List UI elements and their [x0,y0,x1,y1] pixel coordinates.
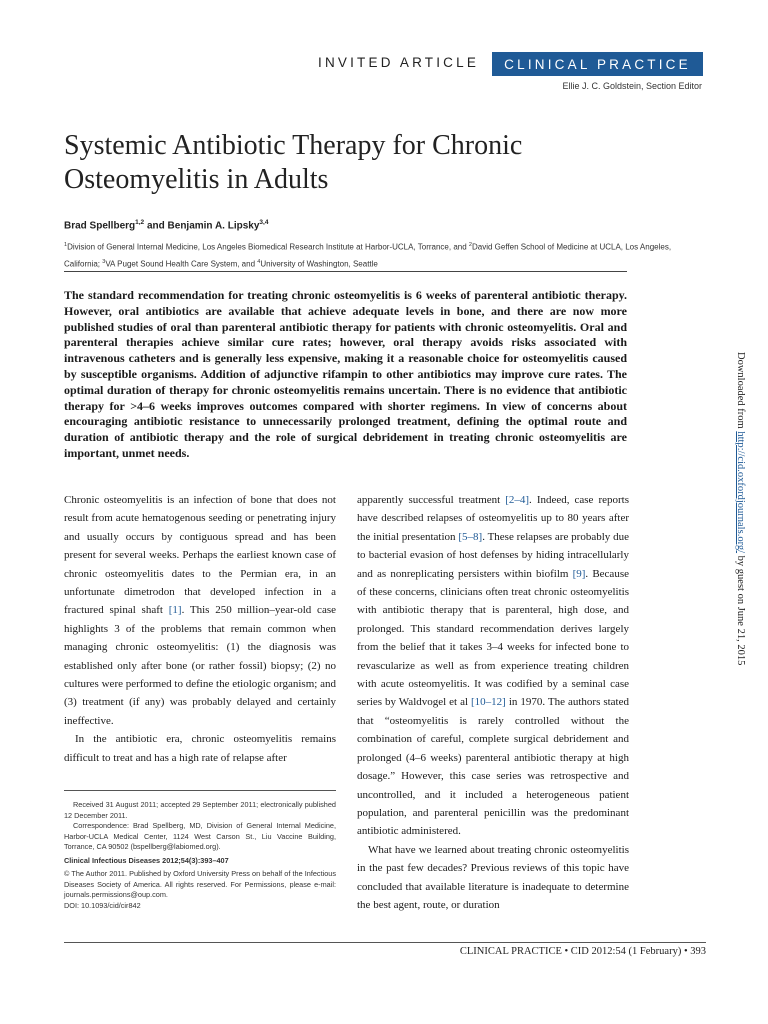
footnote-divider [64,790,336,791]
body-text: . Because of these concerns, clinicians often treat chronic osteomyelitis with antibiotic therapy that is parenteral, high dose, and prolonged. This standard recommendation derives largely from the belief that it takes 3–4 weeks for infected bone to revascularize as well as from experience treating children with acute osteomyelitis. It was codified by a seminal case series by Waldvogel et al [357,567,629,709]
affil-text-4: University of Washington, Seattle [260,259,378,269]
citation-link[interactable]: [2–4] [505,494,530,506]
download-prefix: Downloaded from [735,352,746,432]
author-2-affil-marks: 3,4 [259,219,269,226]
received-note: Received 31 August 2011; accepted 29 September 2011; electronically published 12 December 2011. [64,800,336,820]
author-1-affil-marks: 1,2 [135,219,145,226]
body-text: . These relapses are probably due to bacterial evasion of host defenses by hiding intracellularly and as nonreplicating persisters within biofilm [357,530,629,580]
abstract: The standard recommendation for treating chronic osteomyelitis is 6 weeks of parenteral antibiotic therapy. However, oral antibiotics are available that achieve adequate levels in bone, and there are now more published studies of oral than parenteral antibiotic therapy for patients with chronic osteomyelitis. Oral and parenteral therapies achieve similar cure rates; however, oral therapy avoids risks associated with intravenous catheters and is generally less expensive, making it a reasonable choice for osteomyelitis caused by susceptible organisms. Addition of adjunctive rifampin to other antibiotics may improve cure rates. The optimal duration of therapy for chronic osteomyelitis remains uncertain. There is no evidence that antibiotic therapy for >4–6 weeks improves outcomes compared with shorter regimens. In view of concerns about encouraging antibiotic resistance to unnecessarily prolonged treatment, defining the optimal route and duration of antibiotic therapy and the role of surgical debridement in treating chronic osteomyelitis are important, unmet needs. [64,288,627,460]
author-2-name: Benjamin A. Lipsky [167,220,260,232]
citation-link[interactable]: [10–12] [471,696,506,709]
affil-text-3: VA Puget Sound Health Care System, and [105,259,258,269]
body-text: apparently successful treatment [357,494,506,506]
body-text: . Indeed, case reports have described relapses of osteomyelitis up to 80 years after the initial presentation [357,494,629,543]
body-text: in 1970. The authors stated that “osteomyelitis is rarely controlled without the combination of careful, complete surgical debridement and prolonged (4–6 weeks) parenteral antibiotic therapy at high dosage.” However, this case series was retrospective and uncontrolled, and it included a heterogeneous patient population, and parenteral penicillin was the predominant antibiotic administered. [357,696,629,838]
journal-citation: Clinical Infectious Diseases 2012;54(3):393–407 [64,855,229,865]
invited-article-label: INVITED ARTICLE [318,55,480,70]
body-paragraph [64,491,336,730]
correspondence-note: Correspondence: Brad Spellberg, MD, Division of General Internal Medicine, Harbor-UCLA Medical Center, 1124 West Carson St., Liu Vaccine Building, Torrance, CA 90502 (bspellberg@labiomed.org). [64,821,336,851]
section-editor: Ellie J. C. Goldstein, Section Editor [562,81,702,91]
copyright-note: © The Author 2011. Published by Oxford University Press on behalf of the Infectious Diseases Society of America. All rights reserved. For Permissions, please e-mail: journals.permissions@oup.com. [64,869,336,899]
footer-divider [64,942,706,943]
affil-mark-2: 2 [468,242,472,248]
affil-mark-1: 1 [64,242,68,248]
affil-text-2: David Geffen School of Medicine at UCLA, Los Angeles, California; [64,242,672,269]
author-1-name: Brad Spellberg [64,220,136,232]
clinical-practice-banner [492,52,703,76]
authors-conjunction: and [144,220,168,232]
doi: DOI: 10.1093/cid/cir842 [64,900,141,910]
footnotes [64,800,336,911]
body-paragraph: What have we learned about treating chronic osteomyelitis in the past few decades? Previous reviews of this topic have concluded that available literature is inadequate to determine the best agent, route, or duration [357,843,629,911]
download-watermark [735,352,746,665]
body-column-left [64,491,336,767]
download-suffix: by guest on June 21, 2015 [735,553,746,666]
journal-url-link[interactable]: http://cid.oxfordjournals.org/ [735,431,746,554]
affil-text-1: Division of General Internal Medicine, Los Angeles Biomedical Research Institute at Harbor-UCLA, Torrance, and [67,242,469,252]
citation-link[interactable]: [9] [572,567,586,580]
article-title: Systemic Antibiotic Therapy for Chronic Osteomyelitis in Adults [64,130,523,195]
clinical-practice-label: CLINICAL PRACTICE [504,56,691,72]
body-paragraph: In the antibiotic era, chronic osteomyelitis remains difficult to treat and has a high rate of relapse after [64,733,336,764]
body-paragraph [357,491,629,841]
affil-mark-4: 4 [257,258,261,265]
authors-line [64,219,268,231]
citation-link[interactable]: [1] [168,604,182,617]
affil-mark-3: 3 [102,258,106,265]
body-column-right [357,491,629,914]
header-divider [64,271,627,272]
affiliations [64,238,704,271]
body-text: Chronic osteomyelitis is an infection of bone that does not result from acute hematogenous seeding or penetrating injury and usually occurs by contiguous spread and has been present for several weeks. Perhaps the earliest known case of chronic osteomyelitis dates to the Permian era, in an unfortunate dimetrodon that developed infection in a fractured spinal shaft [64,494,336,617]
body-text: . This 250 million–year-old case highlights 3 of the problems that remain common when managing chronic osteomyelitis: (1) the diagnosis was established only after bone (or rather fossil) biopsy; (2) no cultures were performed to define the etiologic organism; and (3) treatment (if any) was probably delayed and certainly ineffective. [64,604,336,727]
page-footer: CLINICAL PRACTICE • CID 2012:54 (1 February) • 393 [459,946,706,957]
citation-link[interactable]: [5–8] [458,530,483,543]
